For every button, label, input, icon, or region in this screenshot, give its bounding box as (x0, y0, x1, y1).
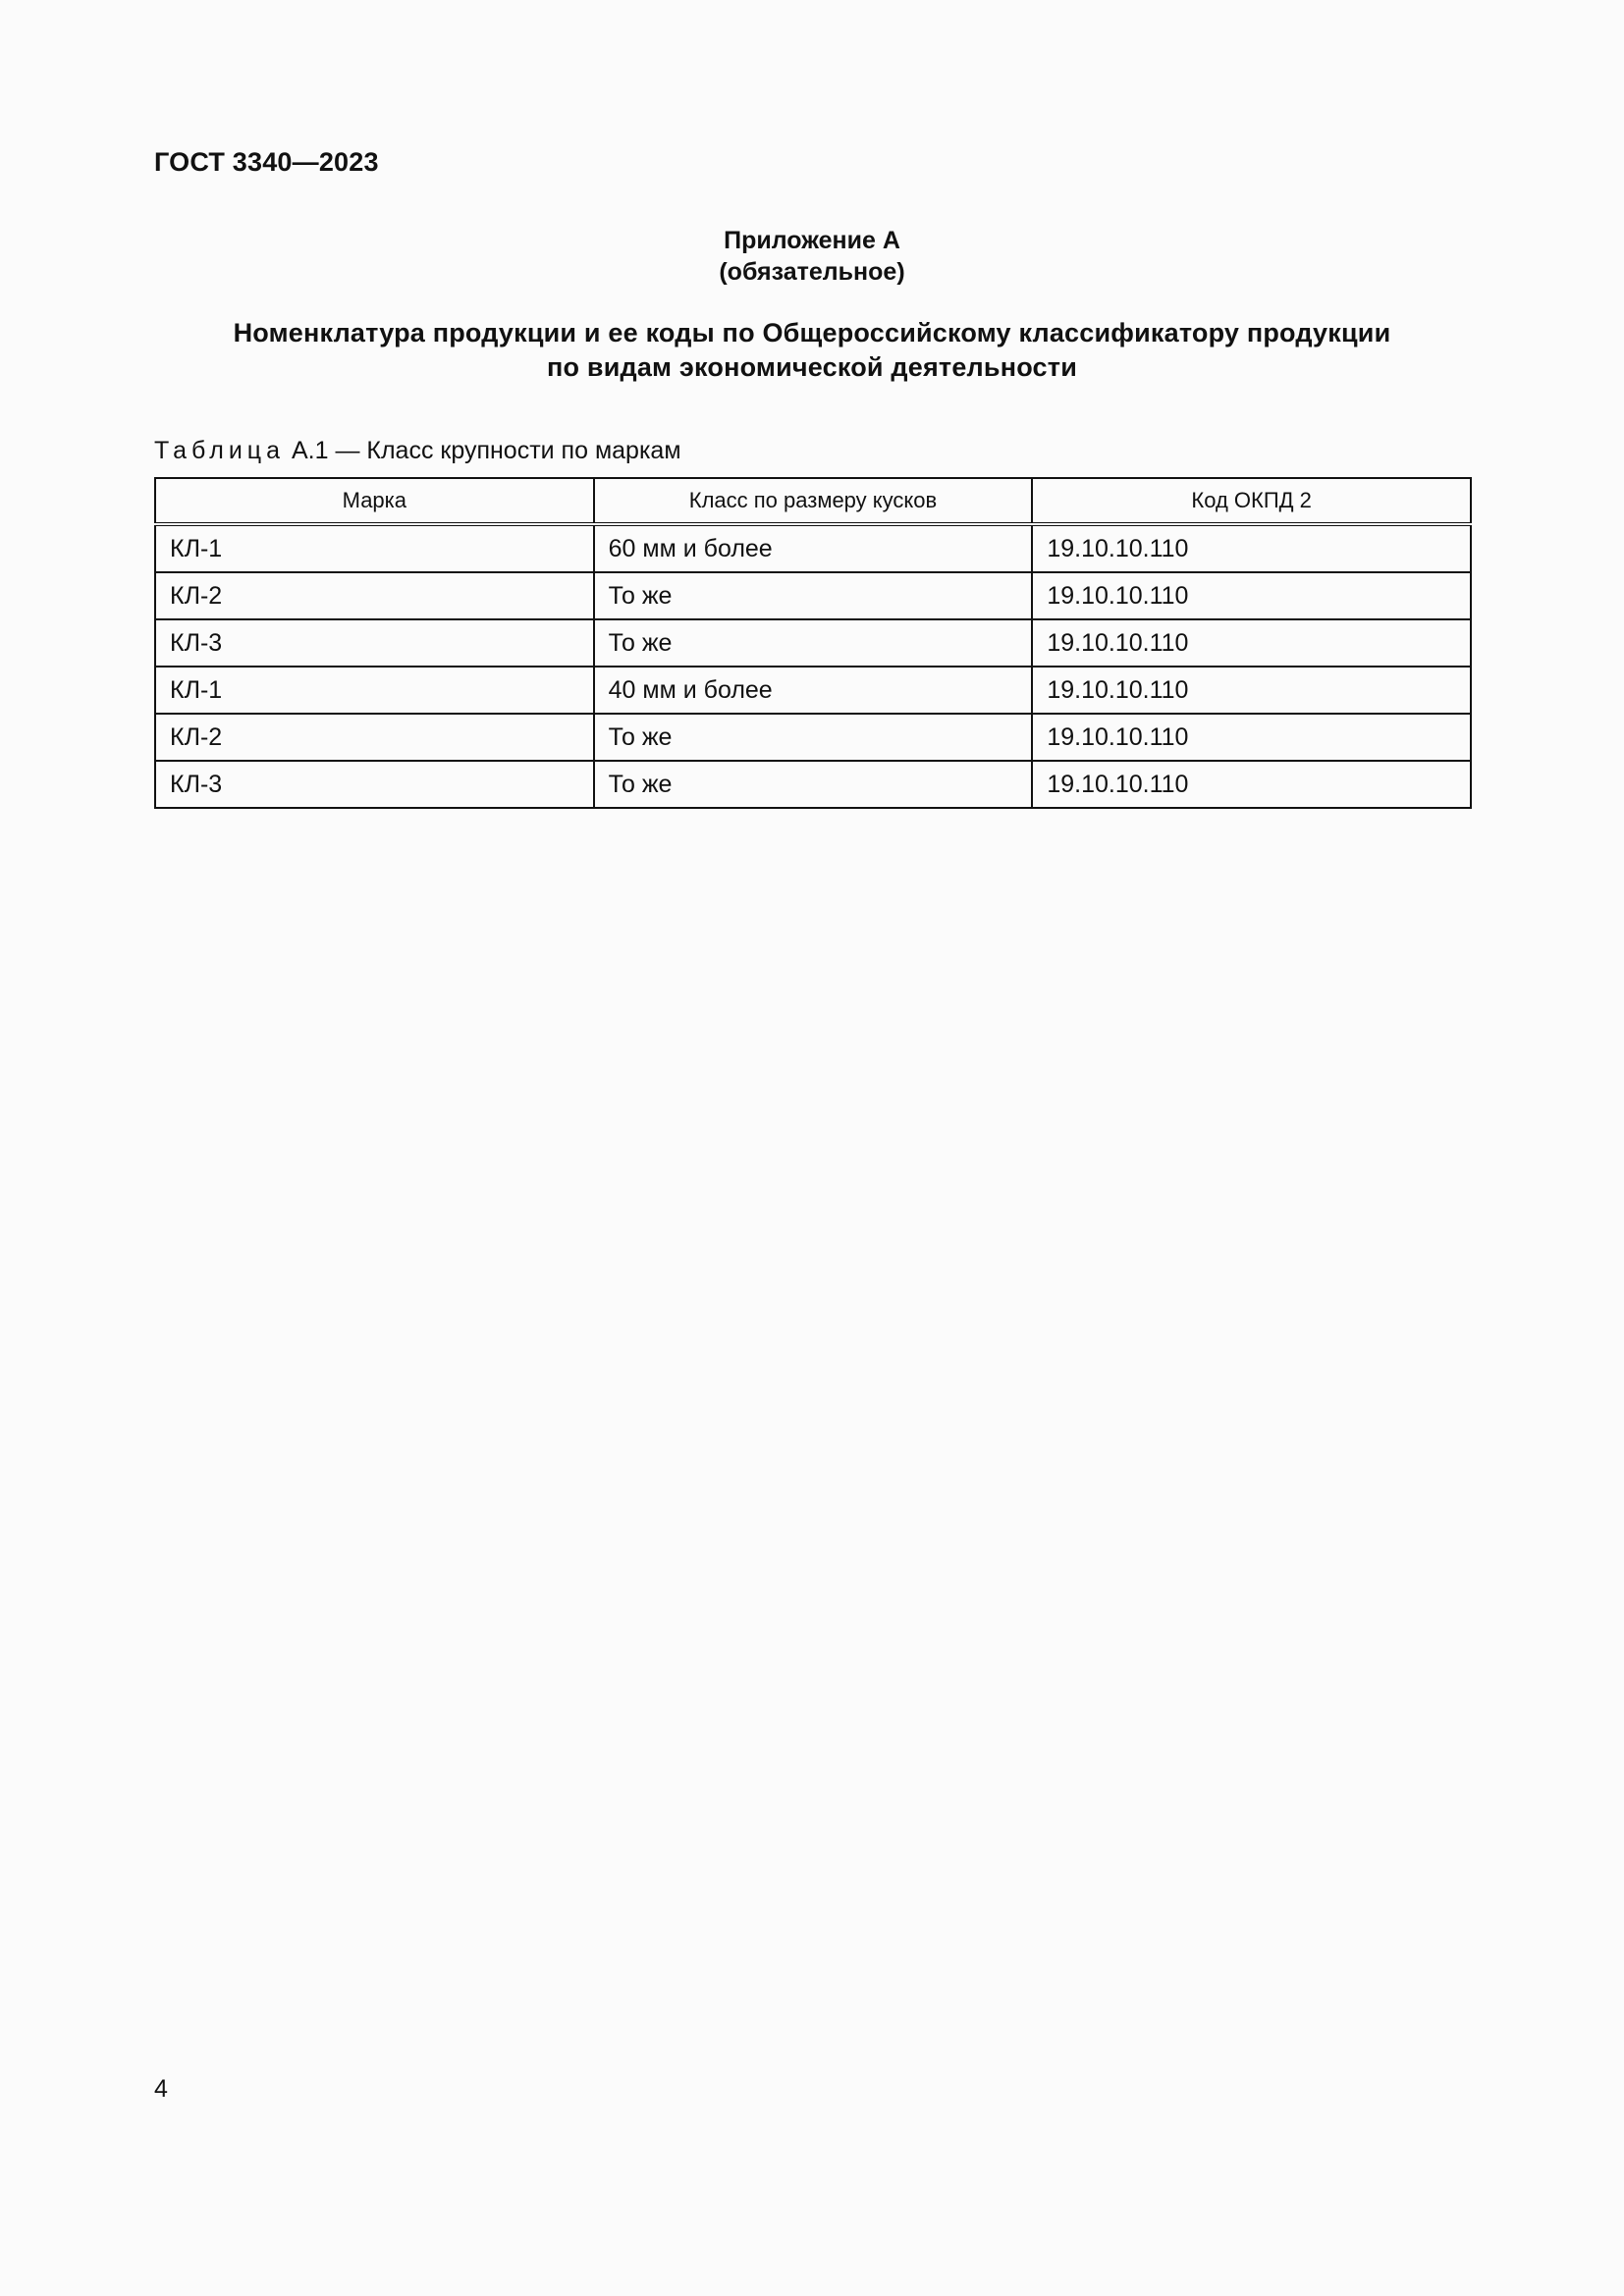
grade-size-table (154, 477, 1472, 809)
appendix-heading (0, 225, 1624, 288)
table-caption-text: А.1 — Класс крупности по маркам (285, 437, 681, 464)
header-okpd2-code: Код ОКПД 2 (1032, 478, 1471, 524)
cell-grade: КЛ-3 (155, 761, 594, 808)
cell-grade: КЛ-2 (155, 714, 594, 761)
table-row (155, 572, 1471, 619)
table-header-row (155, 478, 1471, 524)
cell-okpd2-code: 19.10.10.110 (1032, 619, 1471, 667)
cell-size-class: То же (594, 572, 1033, 619)
cell-size-class: 40 мм и более (594, 667, 1033, 714)
cell-grade: КЛ-2 (155, 572, 594, 619)
cell-size-class: То же (594, 761, 1033, 808)
table-row (155, 524, 1471, 572)
section-title-line-2: по видам экономической деятельности (547, 352, 1077, 382)
table-row (155, 761, 1471, 808)
document-header: ГОСТ 3340—2023 (154, 147, 379, 177)
cell-okpd2-code: 19.10.10.110 (1032, 524, 1471, 572)
appendix-status: (обязательное) (719, 258, 905, 286)
cell-grade: КЛ-1 (155, 524, 594, 572)
cell-okpd2-code: 19.10.10.110 (1032, 667, 1471, 714)
cell-okpd2-code: 19.10.10.110 (1032, 761, 1471, 808)
cell-size-class: То же (594, 619, 1033, 667)
page-number: 4 (154, 2075, 168, 2103)
section-title-line-1: Номенклатура продукции и ее коды по Общероссийскому классификатору продукции (233, 318, 1391, 347)
appendix-title: Приложение А (724, 227, 900, 254)
table-container (154, 477, 1472, 809)
cell-okpd2-code: 19.10.10.110 (1032, 714, 1471, 761)
header-grade: Марка (155, 478, 594, 524)
cell-grade: КЛ-3 (155, 619, 594, 667)
header-size-class: Класс по размеру кусков (594, 478, 1033, 524)
table-row (155, 714, 1471, 761)
table-row (155, 619, 1471, 667)
table-caption (154, 437, 681, 465)
section-title (0, 316, 1624, 385)
cell-size-class: 60 мм и более (594, 524, 1033, 572)
cell-size-class: То же (594, 714, 1033, 761)
cell-grade: КЛ-1 (155, 667, 594, 714)
table-caption-prefix: Таблица (154, 437, 286, 464)
cell-okpd2-code: 19.10.10.110 (1032, 572, 1471, 619)
table-row (155, 667, 1471, 714)
